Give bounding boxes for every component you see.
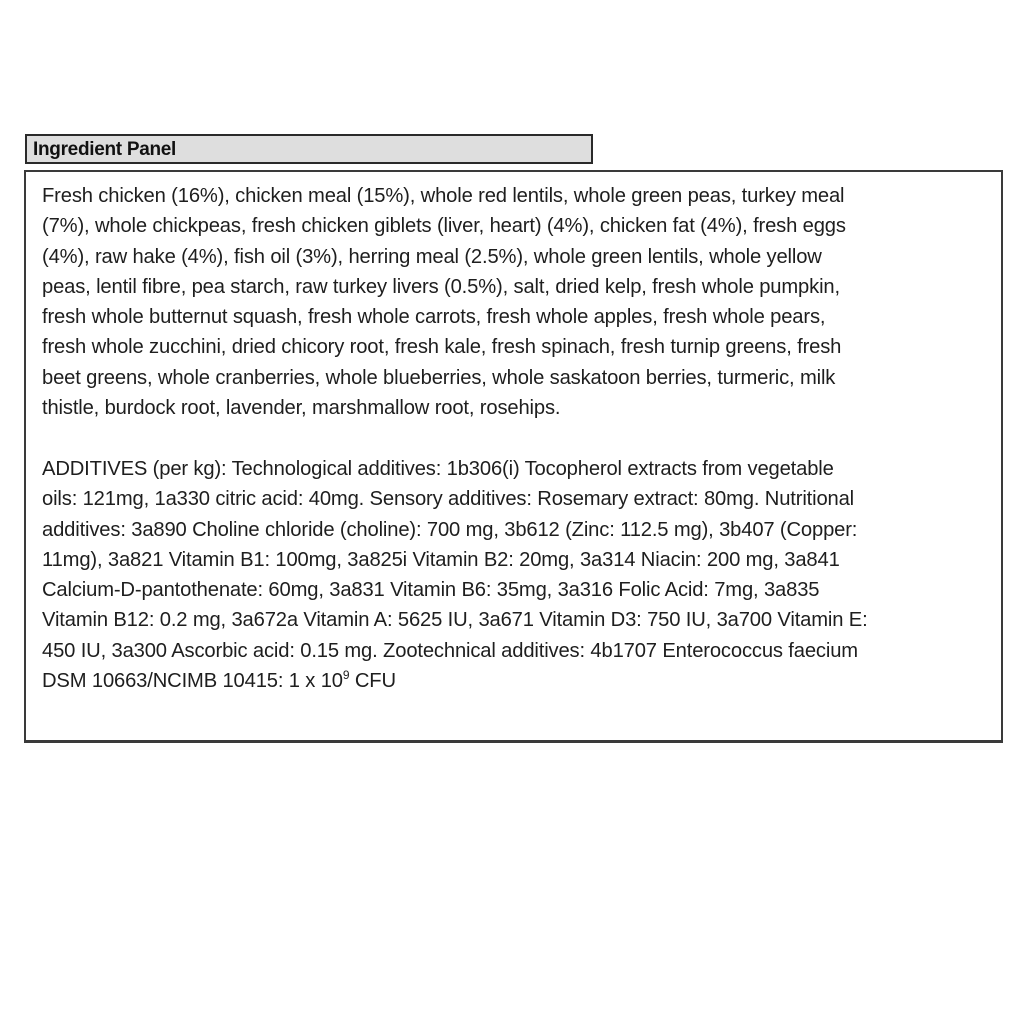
ingredients-line: fresh whole butternut squash, fresh whole carrots, fresh whole apples, fresh whole pears, bbox=[42, 306, 826, 329]
additives-paragraph bbox=[42, 454, 868, 696]
ingredients-line: fresh whole zucchini, dried chicory root, fresh kale, fresh spinach, fresh turnip greens, fresh bbox=[42, 336, 842, 359]
additives-line: Calcium-D-pantothenate: 60mg, 3a831 Vitamin B6: 35mg, 3a316 Folic Acid: 7mg, 3a835 bbox=[42, 579, 820, 602]
additives-line: 11mg), 3a821 Vitamin B1: 100mg, 3a825i Vitamin B2: 20mg, 3a314 Niacin: 200 mg, 3a841 bbox=[42, 548, 840, 571]
additives-last-line bbox=[42, 666, 868, 696]
cfu-suffix: CFU bbox=[349, 670, 396, 693]
cfu-prefix: DSM 10663/NCIMB 10415: 1 x 10 bbox=[42, 670, 343, 693]
additives-line: additives: 3a890 Choline chloride (choline): 700 mg, 3b612 (Zinc: 112.5 mg), 3b407 (Copper: bbox=[42, 518, 858, 541]
additives-line: oils: 121mg, 1a330 citric acid: 40mg. Sensory additives: Rosemary extract: 80mg. Nutritional bbox=[42, 488, 855, 511]
panel-title: Ingredient Panel bbox=[33, 139, 177, 160]
ingredient-panel-header bbox=[25, 134, 593, 164]
cfu-exponent: 9 bbox=[342, 668, 350, 683]
ingredients-line: Fresh chicken (16%), chicken meal (15%), whole red lentils, whole green peas, turkey meal bbox=[42, 185, 845, 207]
ingredients-line: (4%), raw hake (4%), fish oil (3%), herring meal (2.5%), whole green lentils, whole yellow bbox=[42, 245, 822, 268]
ingredients-paragraph bbox=[42, 181, 846, 423]
ingredients-line: thistle, burdock root, lavender, marshmallow root, rosehips. bbox=[42, 397, 561, 420]
additives-line: Vitamin B12: 0.2 mg, 3a672a Vitamin A: 5625 IU, 3a671 Vitamin D3: 750 IU, 3a700 Vitamin E: bbox=[42, 609, 868, 632]
ingredients-line: beet greens, whole cranberries, whole blueberries, whole saskatoon berries, turmeric, milk bbox=[42, 366, 836, 389]
additives-line: ADDITIVES (per kg): Technological additives: 1b306(i) Tocopherol extracts from vegetable bbox=[42, 458, 834, 480]
additives-line: 450 IU, 3a300 Ascorbic acid: 0.15 mg. Zootechnical additives: 4b1707 Enterococcus faecium bbox=[42, 639, 858, 662]
ingredients-line: (7%), whole chickpeas, fresh chicken giblets (liver, heart) (4%), chicken fat (4%), fresh eggs bbox=[42, 215, 846, 238]
ingredients-line: peas, lentil fibre, pea starch, raw turkey livers (0.5%), salt, dried kelp, fresh whole pumpkin, bbox=[42, 275, 840, 298]
ingredient-panel-box bbox=[24, 170, 1003, 743]
